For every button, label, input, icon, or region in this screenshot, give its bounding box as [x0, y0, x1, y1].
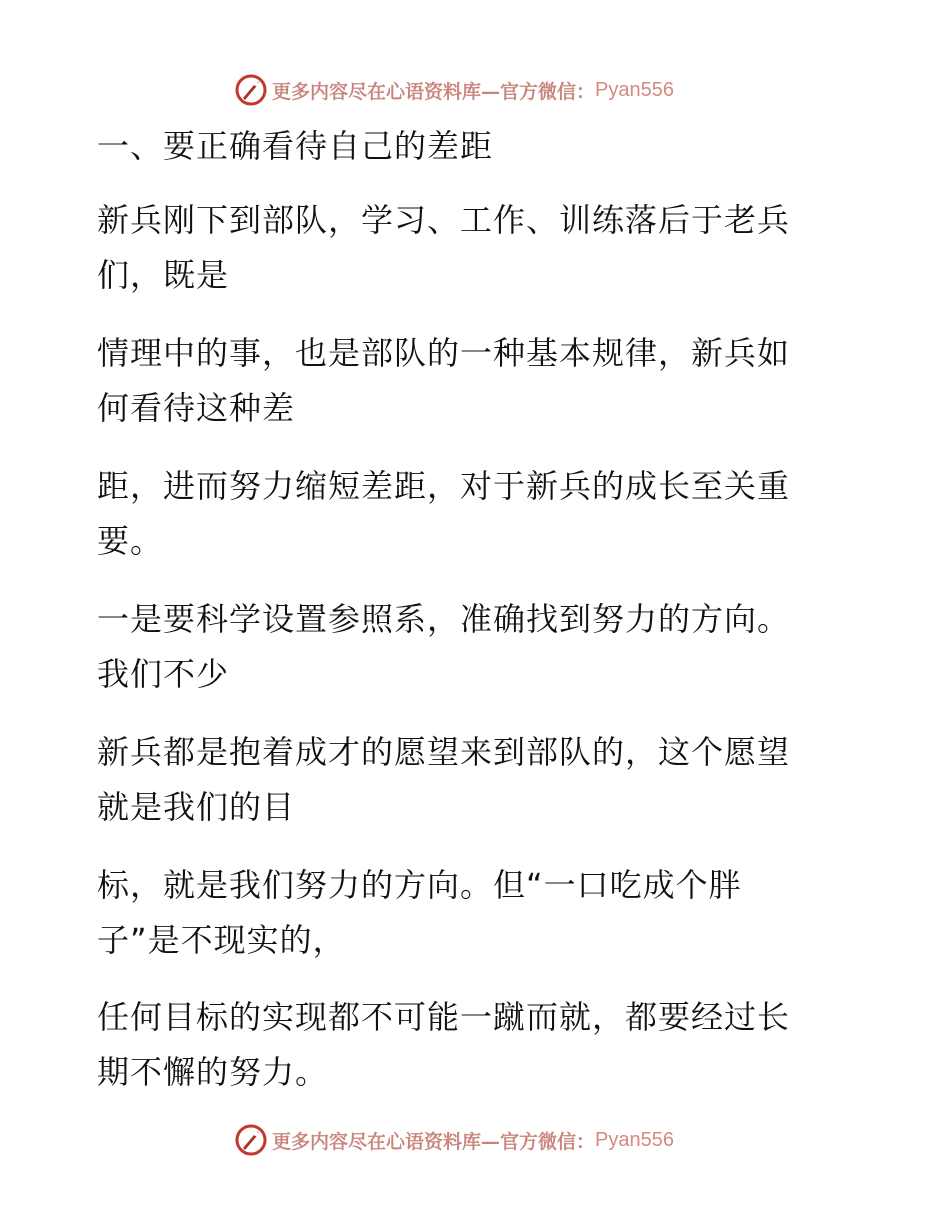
section-heading: 一、要正确看待自己的差距 [97, 127, 494, 165]
pen-nib-logo-icon [234, 73, 268, 107]
paragraph-line: 任何目标的实现都不可能一蹴而就，都要经过长 [97, 998, 791, 1036]
paragraph-line: 情理中的事，也是部队的一种基本规律，新兵如 [97, 334, 791, 372]
paragraph-line: 期不懈的努力。 [97, 1053, 329, 1091]
paragraph-line: 一是要科学设置参照系，准确找到努力的方向。 [97, 600, 791, 638]
pen-nib-logo-icon [234, 1123, 268, 1157]
paragraph-line: 子”是不现实的， [97, 921, 346, 959]
paragraph-line: 我们不少 [97, 655, 230, 693]
banner-text: 更多内容尽在心语资料库—官方微信： [272, 80, 596, 103]
paragraph-line: 新兵刚下到部队，学习、工作、训练落后于老兵 [97, 201, 791, 239]
banner-text: 更多内容尽在心语资料库—官方微信： [272, 1130, 596, 1153]
banner-wechat-handle: Pyan556 [595, 78, 674, 101]
paragraph-line: 标，就是我们努力的方向。但“一口吃成个胖 [97, 866, 742, 904]
banner-wechat-handle: Pyan556 [595, 1128, 674, 1151]
footer-banner [234, 1122, 674, 1158]
paragraph-line: 们，既是 [97, 256, 230, 294]
paragraph-line: 距，进而努力缩短差距，对于新兵的成长至关重 [97, 467, 791, 505]
paragraph-line: 就是我们的目 [97, 788, 296, 826]
paragraph-line: 何看待这种差 [97, 389, 296, 427]
header-banner [234, 72, 674, 108]
paragraph-line: 要。 [97, 522, 164, 560]
paragraph-line: 新兵都是抱着成才的愿望来到部队的，这个愿望 [97, 733, 791, 771]
